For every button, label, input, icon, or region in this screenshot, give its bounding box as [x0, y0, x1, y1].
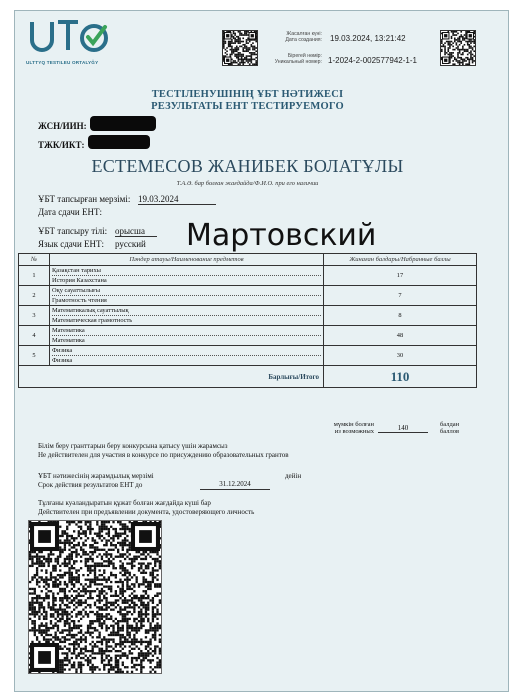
subject-kz: Математика: [52, 326, 321, 336]
ikt-redaction: [88, 135, 150, 149]
col-score-header: Жинаған балдары/Набранные баллы: [324, 254, 477, 266]
document-note: [38, 499, 254, 517]
row-subject: [50, 266, 324, 286]
row-number: 2: [19, 286, 50, 306]
unique-label: [262, 54, 322, 65]
row-score: 48: [324, 326, 477, 346]
logo-subtitle: ULTTYQ TESTILEU ORTALYĞY: [26, 60, 99, 65]
table-header-row: [19, 254, 477, 266]
created-label-kz: Жасалған күні:: [286, 31, 322, 37]
results-table: [18, 253, 477, 388]
row-score: 7: [324, 286, 477, 306]
date-value: 19.03.2024: [138, 194, 216, 205]
total-row: [19, 366, 477, 388]
balls-label-ru: баллов: [440, 428, 460, 436]
iin-redaction: [90, 116, 156, 131]
total-value: 110: [324, 366, 477, 388]
lang-label-kz: ҰБТ тапсыру тілі:: [38, 226, 108, 236]
unique-label-ru: Уникальный номер:: [274, 58, 322, 65]
date-label-ru: Дата сдачи ЕНТ:: [38, 207, 102, 217]
grant-note: [38, 442, 289, 460]
unique-value: 1-2024-2-002577942-1-1: [328, 56, 417, 65]
subject-ru: Физика: [52, 357, 73, 364]
table-row: [19, 346, 477, 366]
max-label-kz: мүмкін болған: [333, 421, 374, 428]
name-hint: Т.А.Ә. бар болған жағдайда/Ф.И.О. при его наличии: [176, 180, 319, 187]
date-label-kz: ҰБТ тапсырған мерзімі:: [38, 194, 131, 204]
total-label: Барлығы/Итого: [19, 366, 324, 388]
subject-kz: Қазақстан тарихы: [52, 266, 321, 276]
unique-label-kz: Бірегей нөмір:: [287, 53, 322, 59]
created-value: 19.03.2024, 13:21:42: [330, 34, 406, 43]
title-kz: ТЕСТІЛЕНУШІНІҢ ҰБТ НӘТИЖЕСІ: [151, 89, 344, 100]
created-label-ru: Дата создания:: [285, 36, 322, 43]
validity-label-kz: ҰБТ нәтижесінің жарамдылық мерзімі: [38, 472, 154, 480]
max-label: [322, 421, 374, 436]
row-subject: [50, 326, 324, 346]
grant-note-ru: Не действителен для участия в конкурсе по присуждению образовательных грантов: [38, 450, 289, 459]
table-row: [19, 286, 477, 306]
row-score: 30: [324, 346, 477, 366]
row-subject: [50, 306, 324, 326]
subject-kz: Оқу сауаттылығы: [52, 286, 321, 296]
document-note-kz: Тұлғаны куәландыратын құжат болған жағдайда күші бар: [38, 499, 211, 507]
table-row: [19, 306, 477, 326]
lang-value-ru: русский: [115, 239, 146, 249]
qr-code-large: [28, 520, 162, 674]
max-value: 140: [378, 424, 428, 433]
row-subject: [50, 346, 324, 366]
document-note-ru: Действителен при предъявлении документа, удостоверяющего личность: [38, 507, 255, 516]
row-number: 1: [19, 266, 50, 286]
qr-code-right: [440, 30, 476, 66]
qr-code-left: [222, 30, 258, 66]
handwritten-note: Мартовский: [186, 218, 377, 253]
title-ru: РЕЗУЛЬТАТЫ ЕНТ ТЕСТИРУЕМОГО: [151, 101, 344, 112]
table-row: [19, 266, 477, 286]
balls-label-kz: балдан: [440, 421, 460, 428]
col-subject-header: Пəндер атауы/Наименование предметов: [50, 254, 324, 266]
balls-label: [440, 421, 459, 436]
ikt-label: ТЖК/ИКТ:: [38, 140, 85, 150]
validity-value: 31.12.2024: [200, 480, 270, 490]
row-subject: [50, 286, 324, 306]
max-label-ru: из возможных: [334, 428, 374, 436]
col-num-header: №: [19, 254, 50, 266]
created-label: [262, 32, 322, 43]
subject-ru: Математика: [52, 337, 85, 344]
lang-value-kz: орысша: [115, 226, 157, 237]
row-number: 4: [19, 326, 50, 346]
validity-label-ru: Срок действия результатов ЕНТ до: [38, 480, 143, 489]
iin-label: ЖСН/ИИН:: [38, 121, 87, 131]
row-number: 5: [19, 346, 50, 366]
row-score: 17: [324, 266, 477, 286]
full-name: ЕСТЕМЕСОВ ЖАНИБЕК БОЛАТҰЛЫ: [91, 156, 404, 176]
table-row: [19, 326, 477, 346]
subject-ru: Грамотность чтения: [52, 297, 107, 304]
lang-label-ru: Язык сдачи ЕНТ:: [38, 239, 105, 249]
validity-suffix: дейін: [285, 472, 302, 480]
subject-kz: Физика: [52, 346, 321, 356]
grant-note-kz: Білім беру гранттарын беру конкурсына қатысу үшін жарамсыз: [38, 442, 228, 450]
row-score: 8: [324, 306, 477, 326]
validity-label: [38, 472, 154, 490]
subject-ru: Математическая грамотность: [52, 317, 133, 324]
subject-ru: История Казахстана: [52, 277, 107, 284]
row-number: 3: [19, 306, 50, 326]
subject-kz: Математикалық сауаттылық: [52, 306, 321, 316]
